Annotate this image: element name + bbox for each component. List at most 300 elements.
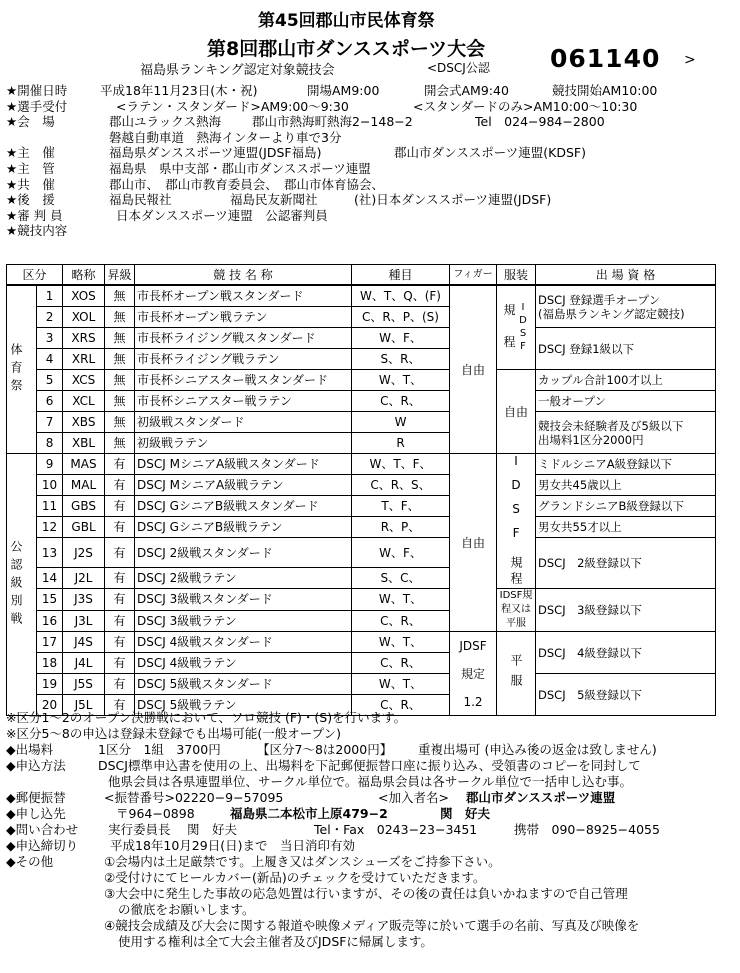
no-cell xyxy=(37,454,63,475)
postal-label: ◆郵便振替 xyxy=(6,790,66,805)
dance-events: W、T、 xyxy=(378,635,423,649)
qual-cell xyxy=(536,412,716,454)
no-cell xyxy=(37,307,63,328)
promo-cell xyxy=(105,653,135,674)
certification-bracket: > xyxy=(684,52,696,68)
qual-17: DSCJ 4級登録以下 xyxy=(538,645,642,660)
row-number: 4 xyxy=(45,352,54,366)
dance-events: W、T、 xyxy=(378,373,423,387)
figure-free: 自由 xyxy=(461,535,486,550)
dance-events: S、C、 xyxy=(380,571,421,585)
name-cell xyxy=(135,328,352,349)
qual-cell xyxy=(536,475,716,496)
row-number: 9 xyxy=(45,457,54,471)
figure-level: 1.2 xyxy=(463,694,483,709)
dress-plain: 平服 xyxy=(509,653,524,694)
events-cell xyxy=(352,370,450,391)
fee-extra: 【区分7〜8は2000円】 xyxy=(257,742,393,757)
events-cell xyxy=(352,391,450,412)
promo-cell xyxy=(105,454,135,475)
figure-cell xyxy=(450,454,497,632)
events-cell xyxy=(352,589,450,611)
qual-7b: 出場料1区分2000円 xyxy=(538,432,644,447)
qual-cell xyxy=(536,454,716,475)
abbr-cell xyxy=(63,391,105,412)
abbr-cell xyxy=(63,653,105,674)
promo-cell xyxy=(105,433,135,454)
qual-5: カップル合計100才以上 xyxy=(538,373,663,387)
judge-label: ★審 判 員 xyxy=(6,207,63,223)
event-info xyxy=(6,83,736,239)
dance-events: W、F、 xyxy=(379,545,422,560)
event-title: 第45回郡山市民体育祭 xyxy=(258,11,435,31)
event-name: DSCJ 3級戦ラテン xyxy=(137,613,237,628)
name-cell xyxy=(135,454,352,475)
events-cell xyxy=(352,653,450,674)
row-number: 10 xyxy=(41,478,58,492)
dress-idsf: IDSF xyxy=(517,301,529,354)
abbr-cell xyxy=(63,475,105,496)
event-name: 初級戦ラテン xyxy=(137,436,209,450)
promo-cell xyxy=(105,349,135,370)
reception-label: ★選手受付 xyxy=(6,98,68,114)
support-label: ★後 援 xyxy=(6,192,55,208)
event-abbr: J2L xyxy=(74,571,93,585)
events-cell xyxy=(352,285,450,307)
support-value-3: (社)日本ダンススポーツ連盟(JDSF) xyxy=(354,192,552,208)
row-number: 7 xyxy=(45,415,54,429)
dance-events: C、R、P、(S) xyxy=(362,310,439,324)
no-cell xyxy=(37,285,63,307)
event-name: 市長杯オープン戦ラテン xyxy=(137,310,268,324)
event-name: DSCJ MシニアA級戦スタンダード xyxy=(137,457,320,471)
cohost-value: 郡山市、 郡山市教育委員会、 郡山市体育協会、 xyxy=(109,176,385,192)
apply-text-1: DSCJ標準申込書を使用の上、出場料を下記郵便振替口座に振り込み、受領書のコピーを同封して xyxy=(98,758,641,773)
dance-events: C、R、S、 xyxy=(370,478,431,492)
events-cell xyxy=(352,517,450,538)
event-abbr: GBS xyxy=(71,499,96,513)
info-content-row xyxy=(6,223,736,239)
dance-events: C、R、 xyxy=(380,613,421,628)
dance-events: S、R、 xyxy=(380,352,421,366)
table-row xyxy=(7,538,716,568)
other-item-1: ①会場内は土足厳禁です。上履き又はダンスシューズをご持参下さい。 xyxy=(104,854,501,869)
row-number: 16 xyxy=(41,613,58,628)
deadline-value: 平成18年10月29日(日)まで 当日消印有効 xyxy=(110,838,355,853)
table-row xyxy=(7,674,716,695)
other-label: ◆その他 xyxy=(6,854,54,869)
no-cell xyxy=(37,433,63,454)
section-physical-festival: 体育祭 xyxy=(9,342,23,397)
header-figure: フィガー xyxy=(450,265,497,286)
abbr-cell xyxy=(63,632,105,653)
events-cell xyxy=(352,674,450,695)
row-number: 11 xyxy=(41,499,58,513)
figure-rule: 規定 xyxy=(461,666,486,681)
no-cell xyxy=(37,391,63,412)
dance-events: W、T、 xyxy=(378,677,423,691)
dance-events: R xyxy=(396,436,405,450)
date-label: ★開催日時 xyxy=(6,83,68,98)
info-support-row xyxy=(6,192,736,208)
no-cell xyxy=(37,517,63,538)
table-row xyxy=(7,517,716,538)
qual-9: ミドルシニアA級登録以下 xyxy=(538,457,673,471)
event-abbr: MAL xyxy=(70,478,97,492)
qual-cell xyxy=(536,589,716,632)
table-row xyxy=(7,589,716,611)
abbr-cell xyxy=(63,589,105,611)
name-cell xyxy=(135,589,352,611)
dance-events: W、T、 xyxy=(378,592,423,607)
event-abbr: XOS xyxy=(71,289,96,303)
venue-access: 磐越自動車道 熱海インターより車で3分 xyxy=(109,129,342,145)
name-cell xyxy=(135,538,352,568)
event-name: 市長杯オープン戦スタンダード xyxy=(137,289,304,303)
dance-events: W xyxy=(394,415,407,429)
header-dress: 服装 xyxy=(497,265,536,286)
qual-cell xyxy=(536,632,716,674)
qual-6: 一般オープン xyxy=(538,394,606,408)
promo-cell xyxy=(105,517,135,538)
promo-cell xyxy=(105,412,135,433)
promotion-flag: 有 xyxy=(113,635,126,649)
no-cell xyxy=(37,653,63,674)
qual-1b: (福島県ランキング認定競技) xyxy=(538,306,685,321)
table-row xyxy=(7,285,716,307)
dance-events: C、R、 xyxy=(380,698,421,712)
header-category: 区分 xyxy=(7,265,63,286)
event-abbr: XRS xyxy=(71,331,96,345)
name-cell xyxy=(135,568,352,589)
other-item-2: ②受付けにてヒールカバー(新品)のチェックを受けていただきます。 xyxy=(104,870,486,885)
event-name: DSCJ 3級戦スタンダード xyxy=(137,592,273,607)
promotion-flag: 無 xyxy=(113,331,126,345)
promotion-flag: 無 xyxy=(113,352,126,366)
events-cell xyxy=(352,496,450,517)
events-cell xyxy=(352,412,450,433)
name-cell xyxy=(135,285,352,307)
support-value-2: 福島民友新聞社 xyxy=(230,192,318,208)
support-value-1: 福島民報社 xyxy=(109,192,172,208)
row-number: 8 xyxy=(45,436,54,450)
content-label: ★競技内容 xyxy=(6,223,68,239)
other-item-3a: ③大会中に発生した事故の応急処置は行いますが、その後の責任は負いかねますので自己管理 xyxy=(104,886,628,901)
fee-duplicate: 重複出場可 (申込み後の返金は致しません) xyxy=(418,742,657,757)
dress-cell xyxy=(497,285,536,370)
no-cell xyxy=(37,370,63,391)
info-judge-row xyxy=(6,208,736,224)
no-cell xyxy=(37,674,63,695)
info-reception-row xyxy=(6,99,736,115)
dance-events: C、R、 xyxy=(380,656,421,670)
abbr-cell xyxy=(63,328,105,349)
event-name: DSCJ 5級戦スタンダード xyxy=(137,677,273,691)
destination-label: ◆申し込先 xyxy=(6,806,66,821)
promotion-flag: 無 xyxy=(113,373,126,387)
event-abbr: XBL xyxy=(71,436,96,450)
name-cell xyxy=(135,496,352,517)
manage-label: ★主 管 xyxy=(6,160,55,176)
name-cell xyxy=(135,307,352,328)
events-table xyxy=(6,264,716,716)
competition-title: 第8回郡山市ダンススポーツ大会 xyxy=(207,38,486,60)
events-cell xyxy=(352,632,450,653)
abbr-cell xyxy=(63,610,105,632)
row-number: 18 xyxy=(41,656,58,670)
abbr-cell xyxy=(63,307,105,328)
abbr-cell xyxy=(63,496,105,517)
events-cell xyxy=(352,454,450,475)
no-cell xyxy=(37,568,63,589)
dance-events: W、F、 xyxy=(379,331,422,345)
row-number: 15 xyxy=(41,592,58,607)
name-cell xyxy=(135,653,352,674)
judge-value: 日本ダンススポーツ連盟 公認審判員 xyxy=(116,207,328,223)
dance-events: C、R、 xyxy=(380,394,421,408)
header-event-name: 競 技 名 称 xyxy=(135,265,352,286)
qual-1a: DSCJ 登録選手オープン xyxy=(538,292,661,307)
contact-label: ◆問い合わせ xyxy=(6,822,79,837)
name-cell xyxy=(135,349,352,370)
promotion-flag: 有 xyxy=(113,478,126,492)
table-row xyxy=(7,328,716,349)
section-cell xyxy=(7,454,37,716)
promo-cell xyxy=(105,285,135,307)
figure-free: 自由 xyxy=(461,362,486,377)
other-item-4b: 使用する権利は全て大会主催者及びJDSFに帰属します。 xyxy=(118,934,433,949)
deadline-label: ◆申込締切り xyxy=(6,838,79,853)
figure-cell xyxy=(450,632,497,716)
note-open-entry: ※区分5〜8の申込は登録未登録でも出場可能(一般オープン) xyxy=(6,726,342,741)
event-name: 市長杯シニアスター戦ラテン xyxy=(137,394,292,408)
promo-cell xyxy=(105,496,135,517)
abbr-cell xyxy=(63,454,105,475)
qual-cell xyxy=(536,328,716,370)
info-cohost-row xyxy=(6,177,736,193)
host-value-1: 福島県ダンススポーツ連盟(JDSF福島) xyxy=(109,145,322,161)
reception-latin-standard: <ラテン・スタンダード>AM9:00〜9:30 xyxy=(116,98,349,114)
postal-name: 郡山市ダンススポーツ連盟 xyxy=(466,790,616,805)
promo-cell xyxy=(105,391,135,412)
event-abbr: XBS xyxy=(71,415,96,429)
no-cell xyxy=(37,589,63,611)
row-number: 12 xyxy=(41,520,58,534)
figure-cell xyxy=(450,285,497,454)
no-cell xyxy=(37,349,63,370)
row-number: 14 xyxy=(41,571,58,585)
fee-value: 1区分 1組 3700円 xyxy=(98,742,221,757)
ranking-subtitle: 福島県ランキング認定対象競技会 xyxy=(140,63,335,78)
promotion-flag: 有 xyxy=(113,457,126,471)
promotion-flag: 有 xyxy=(113,656,126,670)
promo-cell xyxy=(105,370,135,391)
header-qualification: 出 場 資 格 xyxy=(536,265,716,286)
date-value: 平成18年11月23日(木・祝) xyxy=(100,83,258,98)
promotion-flag: 有 xyxy=(113,520,126,534)
reception-standard-only: <スタンダードのみ>AM10:00〜10:30 xyxy=(413,98,638,114)
start-time: 競技開始AM10:00 xyxy=(552,83,658,98)
dress-cell xyxy=(497,370,536,454)
table-row xyxy=(7,632,716,653)
abbr-cell xyxy=(63,285,105,307)
promotion-flag: 無 xyxy=(113,394,126,408)
promotion-flag: 有 xyxy=(113,698,126,712)
promo-cell xyxy=(105,674,135,695)
event-name: 市長杯ライジング戦スタンダード xyxy=(137,331,316,345)
qual-3: DSCJ 登録1級以下 xyxy=(538,341,635,356)
table-row xyxy=(7,475,716,496)
info-manage-row xyxy=(6,161,736,177)
header-dances: 種目 xyxy=(352,265,450,286)
no-cell xyxy=(37,496,63,517)
promo-cell xyxy=(105,538,135,568)
table-row xyxy=(7,370,716,391)
host-label: ★主 催 xyxy=(6,145,55,161)
name-cell xyxy=(135,412,352,433)
dress-rule-2: 程 xyxy=(503,334,516,349)
table-row xyxy=(7,412,716,433)
info-venue-row xyxy=(6,114,736,130)
abbr-cell xyxy=(63,433,105,454)
host-value-2: 郡山市ダンススポーツ連盟(KDSF) xyxy=(394,145,586,161)
events-cell xyxy=(352,307,450,328)
name-cell xyxy=(135,433,352,454)
destination-address: 福島県二本松市上原479−2 xyxy=(230,806,388,821)
qual-19: DSCJ 5級登録以下 xyxy=(538,687,642,702)
name-cell xyxy=(135,610,352,632)
events-cell xyxy=(352,610,450,632)
row-number: 3 xyxy=(45,331,54,345)
notes-section xyxy=(6,710,736,950)
destination-zip: 〒964−0898 xyxy=(116,806,195,821)
qual-13: DSCJ 2級登録以下 xyxy=(538,556,642,570)
abbr-cell xyxy=(63,517,105,538)
contact-role: 実行委員長 関 好夫 xyxy=(108,822,237,837)
section-cell xyxy=(7,285,37,454)
row-number: 1 xyxy=(45,289,54,303)
apply-label: ◆申込方法 xyxy=(6,758,66,773)
dress-idsf-or-plain: IDSF規程又は平服 xyxy=(499,590,533,629)
header-abbr: 略称 xyxy=(63,265,105,286)
promo-cell xyxy=(105,568,135,589)
no-cell xyxy=(37,475,63,496)
event-abbr: XCS xyxy=(71,373,96,387)
events-cell xyxy=(352,433,450,454)
no-cell xyxy=(37,538,63,568)
event-abbr: J4S xyxy=(74,635,93,649)
event-name: 市長杯ライジング戦ラテン xyxy=(137,352,280,366)
row-number: 6 xyxy=(45,394,54,408)
event-abbr: XOL xyxy=(71,310,96,324)
postal-name-label: <加入者名> xyxy=(378,790,449,805)
table-row xyxy=(7,454,716,475)
info-date-row xyxy=(6,83,736,99)
promotion-flag: 無 xyxy=(113,289,126,303)
dance-events: T、F、 xyxy=(381,499,420,513)
qual-cell xyxy=(536,517,716,538)
event-name: DSCJ 2級戦スタンダード xyxy=(137,545,273,560)
venue-label: ★会 場 xyxy=(6,114,55,130)
cohost-label: ★共 催 xyxy=(6,176,55,192)
promo-cell xyxy=(105,307,135,328)
row-number: 20 xyxy=(41,698,58,712)
promotion-flag: 有 xyxy=(113,499,126,513)
qual-7a: 競技会未経験者及び5級以下 xyxy=(538,418,684,433)
postal-number: <振替番号>02220−9−57095 xyxy=(104,790,284,805)
table-header xyxy=(7,265,716,286)
venue-address: 郡山市熱海町熱海2−148−2 xyxy=(252,114,413,130)
event-name: DSCJ 2級戦ラテン xyxy=(137,571,237,585)
dance-events: W、T、Q、(F) xyxy=(360,289,441,303)
venue-tel: Tel 024−984−2800 xyxy=(475,114,605,130)
qual-15: DSCJ 3級登録以下 xyxy=(538,603,642,617)
contact-mobile: 携帯 090−8925−4055 xyxy=(514,822,660,837)
events-cell xyxy=(352,349,450,370)
abbr-cell xyxy=(63,370,105,391)
table-row xyxy=(7,496,716,517)
no-cell xyxy=(37,610,63,632)
abbr-cell xyxy=(63,568,105,589)
no-cell xyxy=(37,328,63,349)
events-cell xyxy=(352,328,450,349)
dress-cell xyxy=(497,632,536,716)
qual-12: 男女共55才以上 xyxy=(538,520,622,534)
promo-cell xyxy=(105,632,135,653)
abbr-cell xyxy=(63,349,105,370)
promotion-flag: 有 xyxy=(113,571,126,585)
name-cell xyxy=(135,632,352,653)
event-name: DSCJ 4級戦スタンダード xyxy=(137,635,273,649)
info-access-row xyxy=(6,130,736,146)
event-name: 初級戦スタンダード xyxy=(137,415,245,429)
promo-cell xyxy=(105,589,135,611)
qual-cell xyxy=(536,391,716,412)
event-abbr: J3S xyxy=(74,592,93,607)
event-abbr: XRL xyxy=(71,352,96,366)
promo-cell xyxy=(105,475,135,496)
event-name: 市長杯シニアスター戦スタンダード xyxy=(137,373,329,387)
event-abbr: J4L xyxy=(74,656,93,670)
section-certified-grade: 公認級別戦 xyxy=(9,539,23,630)
dance-events: R、P、 xyxy=(380,520,421,534)
table-body xyxy=(7,285,716,716)
event-name: DSCJ GシニアB級戦スタンダード xyxy=(137,499,319,513)
note-solo: ※区分1〜2のオープン決勝戦において、ソロ競技 (F)・(S)を行います。 xyxy=(6,710,407,725)
event-abbr: J3L xyxy=(74,613,93,628)
promotion-flag: 無 xyxy=(113,436,126,450)
promotion-flag: 有 xyxy=(113,613,126,628)
promotion-flag: 無 xyxy=(113,310,126,324)
name-cell xyxy=(135,517,352,538)
qual-cell xyxy=(536,285,716,328)
row-number: 2 xyxy=(45,310,54,324)
events-cell xyxy=(352,475,450,496)
event-abbr: J2S xyxy=(74,545,93,560)
manage-value: 福島県 県中支部・郡山市ダンススポーツ連盟 xyxy=(109,160,371,176)
qual-cell xyxy=(536,370,716,391)
row-number: 5 xyxy=(45,373,54,387)
promotion-flag: 有 xyxy=(113,592,126,607)
events-cell xyxy=(352,538,450,568)
row-number: 17 xyxy=(41,635,58,649)
promo-cell xyxy=(105,328,135,349)
other-item-3b: の徹底をお願いします。 xyxy=(118,902,255,917)
event-abbr: XCL xyxy=(72,394,95,408)
event-name: DSCJ GシニアB級戦ラテン xyxy=(137,520,283,534)
promo-cell xyxy=(105,610,135,632)
info-host-row xyxy=(6,145,736,161)
